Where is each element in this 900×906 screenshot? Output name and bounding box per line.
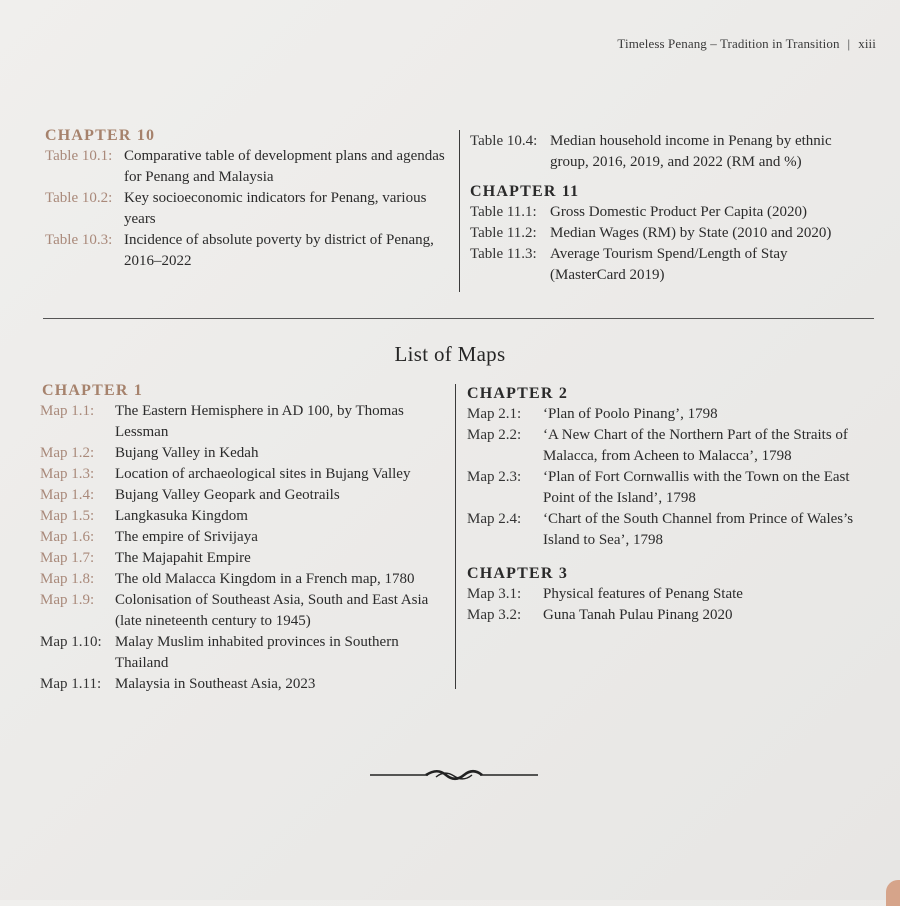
entry-text: The Eastern Hemisphere in AD 100, by Thomas Lessman: [115, 403, 404, 440]
entry-label: Map 1.2:: [40, 445, 95, 461]
list-item: [40, 569, 450, 590]
entry-label: Map 1.1:: [40, 403, 95, 419]
running-head-separator: |: [847, 36, 851, 51]
entry-label: Map 1.8:: [40, 571, 95, 587]
entry-text: Average Tourism Spend/Length of Stay (MasterCard 2019): [550, 246, 788, 283]
entry-label: Map 1.6:: [40, 529, 95, 545]
page-number: xiii: [858, 36, 876, 51]
list-item: [40, 464, 450, 485]
entry-text: Incidence of absolute poverty by district of Penang, 2016–2022: [124, 232, 434, 269]
list-item: [467, 605, 877, 626]
entry-text: Bujang Valley Geopark and Geotrails: [115, 487, 340, 503]
entry-label: Table 11.1:: [470, 204, 537, 220]
entry-text: The old Malacca Kingdom in a French map, 1780: [115, 571, 415, 587]
list-item: [467, 509, 877, 551]
list-item: [40, 443, 450, 464]
list-item: [467, 584, 877, 605]
chapter-2-heading: CHAPTER 2: [467, 385, 569, 402]
flourish-ornament-icon: [370, 768, 538, 782]
entry-label: Map 1.9:: [40, 592, 95, 608]
list-item: [470, 244, 862, 286]
entry-label: Map 1.5:: [40, 508, 95, 524]
entry-label: Table 10.3:: [45, 232, 113, 248]
list-item: [470, 223, 862, 244]
entry-text: Bujang Valley in Kedah: [115, 445, 259, 461]
entry-label: Table 10.4:: [470, 133, 538, 149]
list-item: [45, 230, 453, 272]
list-item: [40, 506, 450, 527]
entry-text: Guna Tanah Pulau Pinang 2020: [543, 607, 733, 623]
running-head-title: Timeless Penang – Tradition in Transition: [617, 36, 840, 51]
entry-label: Map 2.4:: [467, 511, 522, 527]
entry-text: Key socioeconomic indicators for Penang, various years: [124, 190, 427, 227]
tables-left-column: [45, 127, 453, 272]
entry-text: Comparative table of development plans and agendas for Penang and Malaysia: [124, 148, 445, 185]
list-item: [470, 202, 862, 223]
list-item: [40, 590, 450, 632]
entry-label: Map 1.10:: [40, 634, 102, 650]
chapter-3-heading: CHAPTER 3: [467, 565, 569, 582]
entry-label: Table 11.3:: [470, 246, 537, 262]
entry-label: Map 2.2:: [467, 427, 522, 443]
entry-text: Gross Domestic Product Per Capita (2020): [550, 204, 808, 220]
entry-text: ‘Plan of Poolo Pinang’, 1798: [543, 406, 718, 422]
entry-label: Table 10.2:: [45, 190, 113, 206]
column-divider: [459, 130, 460, 292]
list-item: [45, 188, 453, 230]
column-divider: [455, 384, 456, 689]
entry-text: Physical features of Penang State: [543, 586, 743, 602]
list-item: [40, 401, 450, 443]
running-head: [617, 36, 876, 52]
list-item: [40, 548, 450, 569]
entry-text: Median Wages (RM) by State (2010 and 2020): [550, 225, 832, 241]
list-item: [45, 146, 453, 188]
maps-right-column: [467, 385, 877, 626]
entry-text: The empire of Srivijaya: [115, 529, 258, 545]
entry-label: Map 3.1:: [467, 586, 522, 602]
list-item: [467, 467, 877, 509]
entry-label: Map 3.2:: [467, 607, 522, 623]
entry-label: Map 1.4:: [40, 487, 95, 503]
entry-label: Map 2.3:: [467, 469, 522, 485]
list-item: [40, 632, 450, 674]
entry-label: Map 1.7:: [40, 550, 95, 566]
list-item: [40, 674, 450, 695]
entry-text: Malaysia in Southeast Asia, 2023: [115, 676, 316, 692]
entry-text: Langkasuka Kingdom: [115, 508, 248, 524]
entry-text: ‘Chart of the South Channel from Prince of Wales’s Island to Sea’, 1798: [543, 511, 854, 548]
maps-left-column: [40, 382, 450, 695]
entry-text: Median household income in Penang by ethnic group, 2016, 2019, and 2022 (RM and %): [550, 133, 832, 170]
list-item: [467, 404, 877, 425]
entry-label: Table 10.1:: [45, 148, 113, 164]
list-item: [467, 425, 877, 467]
entry-text: Colonisation of Southeast Asia, South and East Asia (late nineteenth century to 1945): [115, 592, 429, 629]
list-item: [470, 131, 862, 173]
entry-label: Map 2.1:: [467, 406, 522, 422]
entry-text: The Majapahit Empire: [115, 550, 251, 566]
entry-label: Table 11.2:: [470, 225, 537, 241]
list-item: [40, 527, 450, 548]
entry-label: Map 1.11:: [40, 676, 102, 692]
thumb-edge: [886, 880, 900, 906]
entry-text: ‘A New Chart of the Northern Part of the Straits of Malacca, from Acheen to Malacca’, 1798: [543, 427, 848, 464]
entry-label: Map 1.3:: [40, 466, 95, 482]
section-divider: [43, 318, 874, 319]
entry-text: Malay Muslim inhabited provinces in Southern Thailand: [115, 634, 399, 671]
entry-text: Location of archaeological sites in Bujang Valley: [115, 466, 411, 482]
list-item: [40, 485, 450, 506]
entry-text: ‘Plan of Fort Cornwallis with the Town on the East Point of the Island’, 1798: [543, 469, 850, 506]
tables-right-column: [470, 131, 862, 286]
chapter-11-heading: CHAPTER 11: [470, 183, 580, 200]
chapter-10-heading: CHAPTER 10: [45, 127, 156, 144]
chapter-1-heading: CHAPTER 1: [42, 382, 144, 399]
list-of-maps-title: List of Maps: [394, 342, 506, 366]
